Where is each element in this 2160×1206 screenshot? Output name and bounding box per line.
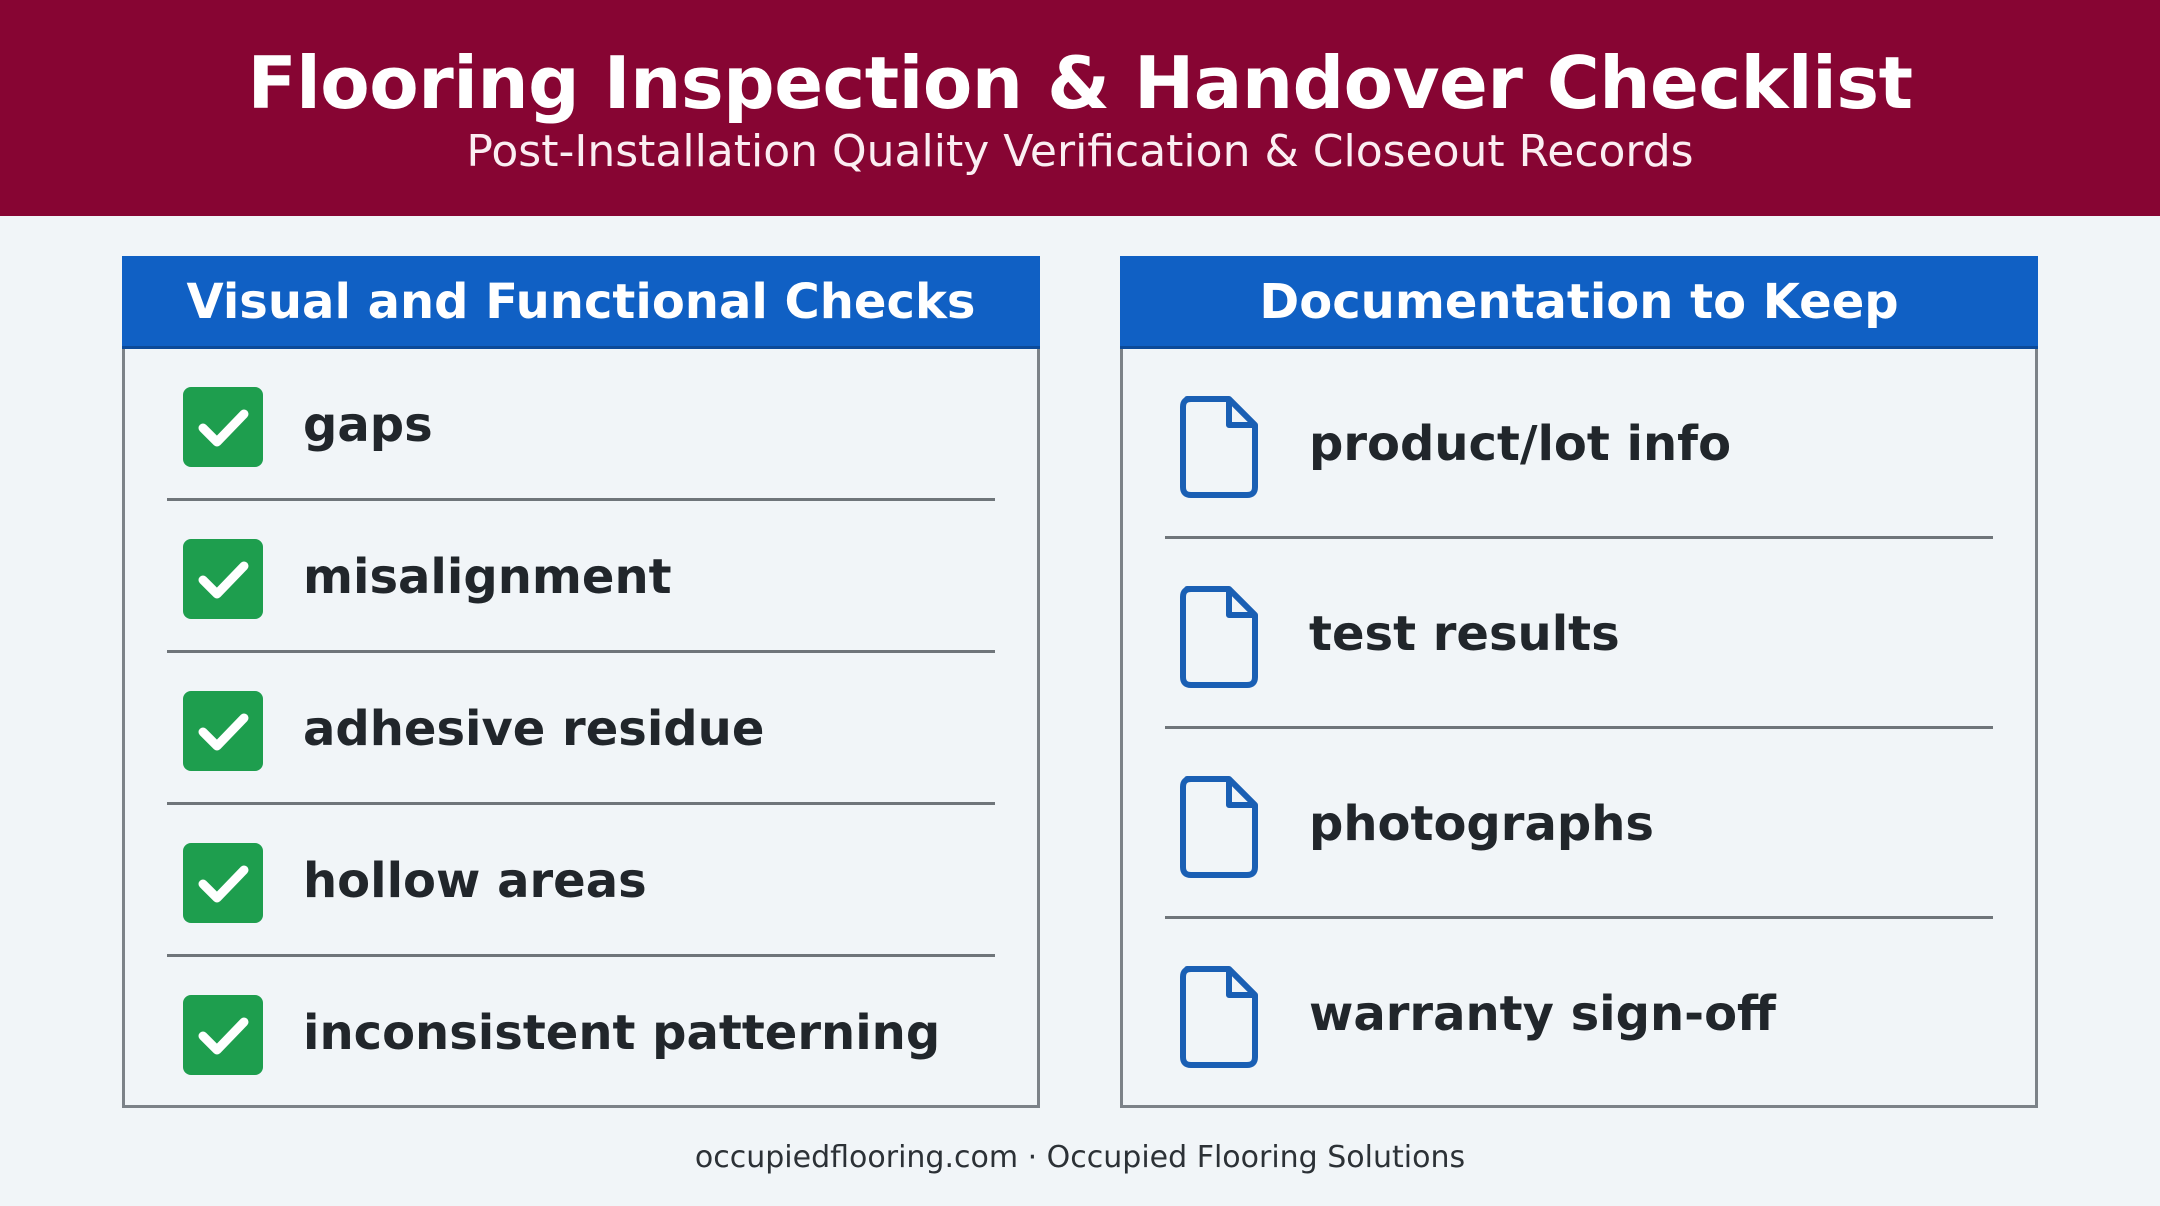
checkmark-icon [183,691,263,771]
checks-panel-title: Visual and Functional Checks [122,256,1040,349]
document-icon [1177,585,1261,689]
documentation-item-label: test results [1309,606,1620,662]
check-item-label: adhesive residue [303,701,765,757]
check-item [167,501,995,653]
check-item [167,957,995,1109]
check-item-label: gaps [303,397,433,453]
checks-panel [122,256,1040,1108]
documentation-item [1165,919,1993,1109]
documentation-list [1165,349,1993,1109]
documentation-item [1165,729,1993,919]
checkmark-icon [183,539,263,619]
check-item [167,805,995,957]
check-item [167,653,995,805]
documentation-item-label: product/lot info [1309,416,1732,472]
footer-credit: occupiedflooring.com · Occupied Flooring Solutions [694,1140,1466,1175]
check-item-label: inconsistent patterning [303,1005,941,1061]
header-banner [0,0,2160,216]
documentation-item-label: warranty sign-off [1309,986,1776,1042]
document-icon [1177,965,1261,1069]
checkmark-icon [183,995,263,1075]
page-subtitle: Post-Installation Quality Verification & Closeout Records [466,126,1694,177]
documentation-item [1165,539,1993,729]
documentation-item-label: photographs [1309,796,1654,852]
checkmark-icon [183,387,263,467]
documentation-panel [1120,256,2038,1108]
check-item [167,349,995,501]
documentation-item [1165,349,1993,539]
checkmark-icon [183,843,263,923]
document-icon [1177,395,1261,499]
document-icon [1177,775,1261,879]
check-item-label: hollow areas [303,853,647,909]
checks-list [167,349,995,1109]
page-title: Flooring Inspection & Handover Checklist [247,41,1913,125]
documentation-panel-title: Documentation to Keep [1120,256,2038,349]
check-item-label: misalignment [303,549,672,605]
